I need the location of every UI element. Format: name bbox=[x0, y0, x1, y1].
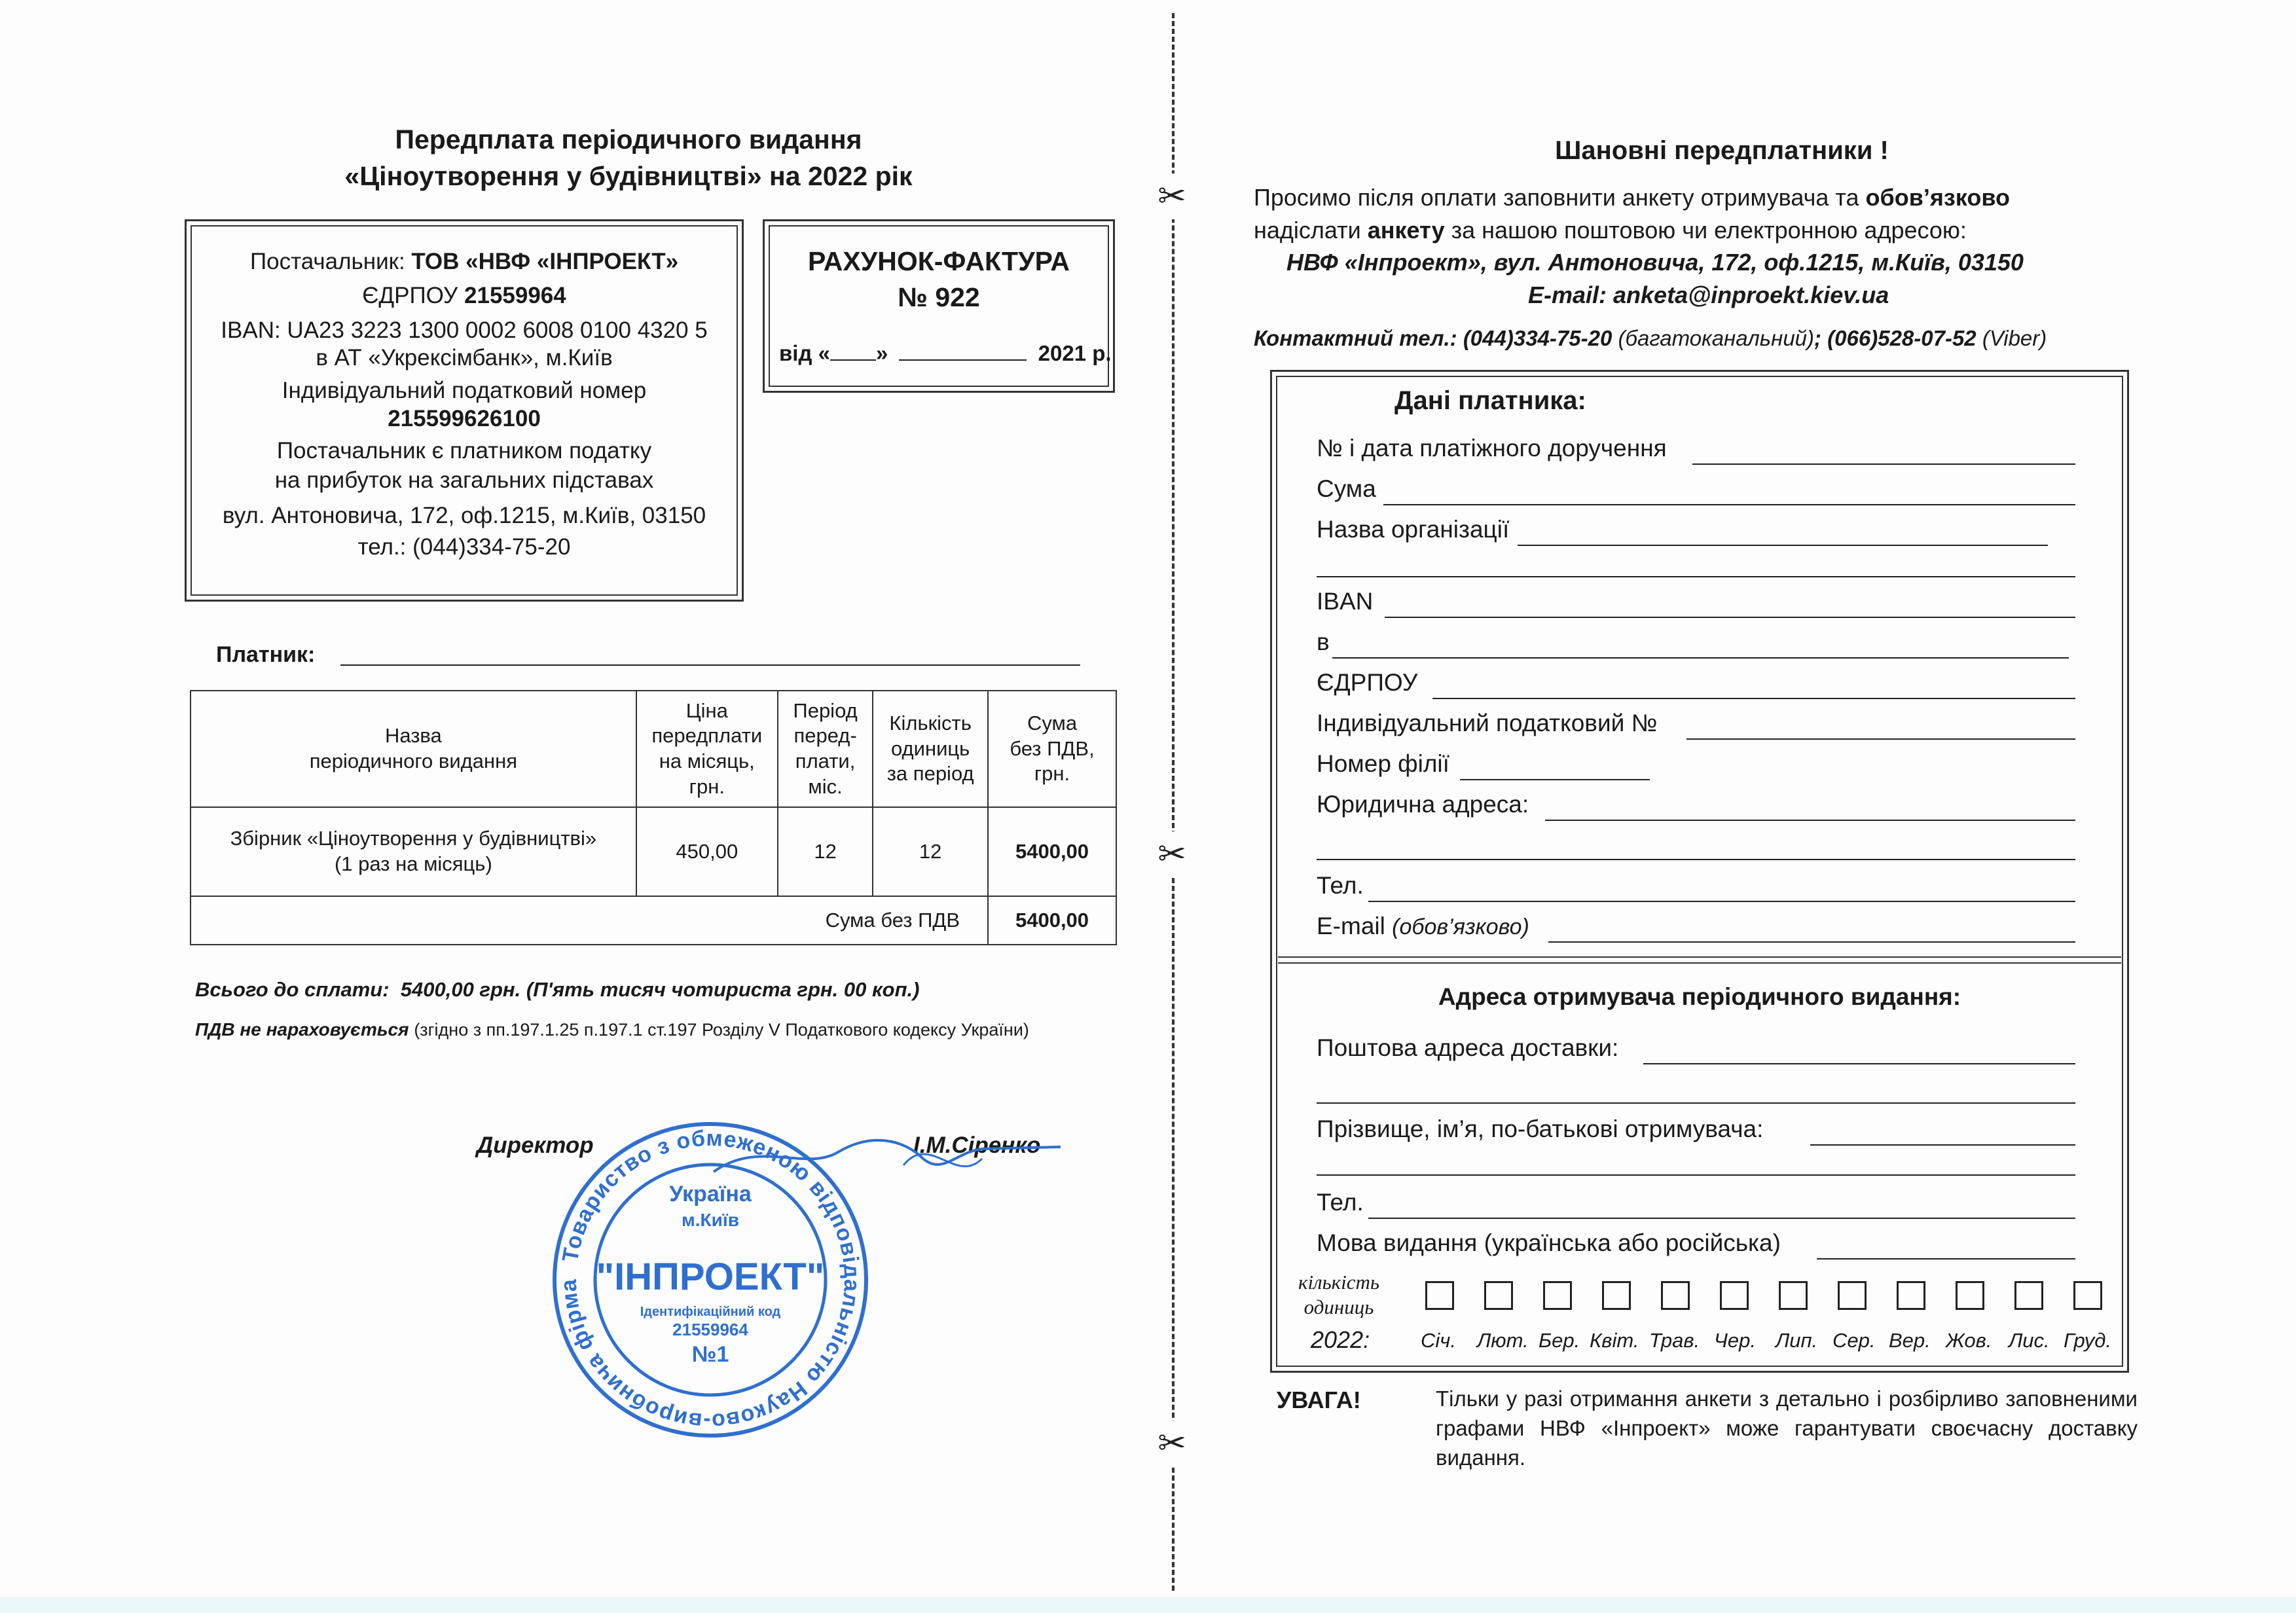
director-label: Директор bbox=[477, 1133, 594, 1158]
iban-field[interactable] bbox=[1385, 617, 2075, 618]
scan-edge bbox=[0, 1597, 2296, 1613]
month-checkbox[interactable] bbox=[1956, 1281, 1984, 1310]
bank-line: в АТ «Укрексімбанк», м.Київ bbox=[316, 345, 613, 371]
greeting: Шановні передплатники ! bbox=[1555, 136, 1889, 165]
bank-label: в bbox=[1317, 628, 1330, 655]
supplier-address: вул. Антоновича, 172, оф.1215, м.Київ, 03150 bbox=[222, 503, 706, 528]
month-label: Квіт. bbox=[1590, 1329, 1639, 1352]
month-checkbox[interactable] bbox=[2014, 1281, 2043, 1310]
month-checkbox[interactable] bbox=[1543, 1281, 1572, 1310]
col-header-price: Ціна передплати на місяць, грн. bbox=[636, 691, 778, 807]
supplier-line: Постачальник: ТОВ «НВФ «ІНПРОЕКТ» bbox=[249, 249, 679, 274]
org-name-label: Назва організації bbox=[1317, 516, 1510, 543]
postal-address-field[interactable] bbox=[1643, 1063, 2075, 1064]
total-due: Всього до сплати: 5400,00 грн. (П'ять тисяч чотириста грн. 00 коп.) bbox=[195, 978, 920, 1001]
postal-address-label: Поштова адреса доставки: bbox=[1317, 1034, 1619, 1061]
tel2-field[interactable] bbox=[1368, 1218, 2075, 1219]
col-header-qty: Кількість одиниць за період bbox=[873, 691, 988, 807]
payment-order-field[interactable] bbox=[1692, 463, 2075, 465]
language-label: Мова видання (українська або російська) bbox=[1317, 1229, 1781, 1256]
stamp-city: м.Київ bbox=[682, 1210, 739, 1230]
iban-line: IBAN: UA23 3223 1300 0002 6008 0100 4320 5 bbox=[221, 317, 708, 343]
recipient-name-field-2[interactable] bbox=[1317, 1174, 2075, 1176]
branch-no-field[interactable] bbox=[1460, 779, 1650, 780]
cell-qty: 12 bbox=[873, 807, 988, 896]
payer-data-title: Дані платника: bbox=[1394, 386, 1586, 415]
edrpou-label: ЄДРПОУ bbox=[1317, 669, 1418, 696]
cell-name: Збірник «Ціноутворення у будівництві» (1 раз на місяць) bbox=[191, 807, 636, 896]
month-checkbox[interactable] bbox=[1484, 1281, 1513, 1310]
form-divider bbox=[1278, 956, 2121, 964]
email-field[interactable] bbox=[1548, 941, 2075, 943]
supplier-box bbox=[185, 219, 744, 602]
recipient-name-label: Прізвище, ім’я, по-батькові отримувача: bbox=[1317, 1115, 1764, 1142]
email-address: E-mail: anketa@inproekt.kiev.ua bbox=[1528, 281, 1889, 308]
qty-year: 2022: bbox=[1311, 1326, 1370, 1353]
month-checkbox[interactable] bbox=[1720, 1281, 1749, 1310]
month-label: Груд. bbox=[2064, 1329, 2111, 1352]
tax-no-field[interactable] bbox=[1686, 738, 2075, 740]
total-label: Сума без ПДВ bbox=[191, 896, 988, 945]
col-header-sum: Сума без ПДВ, грн. bbox=[988, 691, 1116, 807]
company-stamp bbox=[547, 1116, 874, 1443]
payer-label: Платник: bbox=[216, 642, 316, 667]
invoice-table bbox=[190, 690, 1117, 945]
month-label: Бер. bbox=[1539, 1329, 1580, 1352]
col-header-period: Період перед- плати, міс. bbox=[778, 691, 873, 807]
scissors-icon: ✂ bbox=[1157, 173, 1186, 219]
tel-label: Тел. bbox=[1317, 872, 1364, 899]
month-checkbox[interactable] bbox=[1897, 1281, 1925, 1310]
col-header-name: Назва періодичного видання bbox=[191, 691, 636, 807]
tel-field[interactable] bbox=[1368, 901, 2075, 902]
stamp-id-label: Ідентифікаційний код bbox=[640, 1305, 781, 1319]
payer-note: Постачальник є платником податку bbox=[276, 438, 652, 463]
org-name-field[interactable] bbox=[1518, 545, 2048, 546]
month-checkbox[interactable] bbox=[1779, 1281, 1808, 1310]
invoice-box bbox=[763, 219, 1115, 393]
stamp-number: №1 bbox=[691, 1342, 729, 1367]
table-row bbox=[191, 807, 1116, 896]
stamp-id-code: 21559964 bbox=[672, 1320, 748, 1339]
sum-label: Сума bbox=[1317, 475, 1376, 502]
recipient-name-field[interactable] bbox=[1810, 1144, 2075, 1146]
tax-no-label: Індивідуальний податковий № bbox=[1317, 710, 1658, 736]
total-value: 5400,00 bbox=[988, 896, 1116, 945]
stamp-name: "ІНПРОЕКТ" bbox=[596, 1256, 825, 1298]
invoice-date: від « » 2021 р. bbox=[779, 341, 1112, 365]
qty-label: кількість одиниць bbox=[1298, 1271, 1380, 1318]
month-label: Чер. bbox=[1714, 1329, 1756, 1352]
scissors-icon: ✂ bbox=[1157, 1421, 1186, 1466]
table-header-row bbox=[191, 691, 1116, 807]
tel2-label: Тел. bbox=[1317, 1189, 1364, 1216]
month-checkbox[interactable] bbox=[1602, 1281, 1631, 1310]
cut-line bbox=[1172, 13, 1175, 1591]
scissors-icon: ✂ bbox=[1157, 831, 1186, 877]
contact-phones: Контактний тел.: (044)334-75-20 (багатоканальний); (066)528-07-52 (Viber) bbox=[1254, 326, 2047, 350]
month-label: Трав. bbox=[1649, 1329, 1700, 1352]
sum-field[interactable] bbox=[1383, 504, 2075, 505]
branch-no-label: Номер філії bbox=[1317, 750, 1449, 777]
attention-text: Тільки у разі отримання анкети з детально і розбірливо заповненими графами НВФ «Інпроект» може гарантувати своєчасну доставку видання. bbox=[1436, 1386, 2138, 1470]
attention-label: УВАГА! bbox=[1277, 1386, 1361, 1413]
month-label: Жов. bbox=[1946, 1329, 1992, 1352]
stamp-outer-text: Товариство з обмеженою відповідальністю Науково-виробнича фірма bbox=[556, 1125, 865, 1434]
recipient-address-title: Адреса отримувача періодичного видання: bbox=[1438, 983, 1961, 1010]
month-checkbox[interactable] bbox=[1661, 1281, 1690, 1310]
vat-note: ПДВ не нараховується (згідно з пп.197.1.25 п.197.1 ст.197 Розділу V Податкового кодексу України) bbox=[195, 1019, 1029, 1040]
month-label: Лип. bbox=[1776, 1329, 1818, 1352]
payment-order-label: № і дата платіжного доручення bbox=[1317, 435, 1667, 462]
subscription-title: Передплата періодичного видання «Ціноутворення у будівництві» на 2022 рік bbox=[344, 124, 913, 191]
table-total-row bbox=[191, 896, 1116, 945]
stamp-country: Україна bbox=[669, 1182, 752, 1206]
invoice-number: № 922 bbox=[898, 282, 980, 312]
tax-number: 215599626100 bbox=[388, 406, 541, 431]
legal-address-label: Юридична адреса: bbox=[1317, 791, 1529, 818]
intro-text: Просимо після оплати заповнити анкету отримувача та обов’язково надіслати анкету за нашою поштовою чи електронною адресою: bbox=[1254, 184, 2010, 244]
legal-address-field[interactable] bbox=[1545, 820, 2075, 821]
month-label: Січ. bbox=[1421, 1329, 1456, 1352]
org-name-field-2[interactable] bbox=[1317, 576, 2075, 577]
month-label: Вер. bbox=[1889, 1329, 1931, 1352]
month-checkbox[interactable] bbox=[1838, 1281, 1867, 1310]
tax-label: Індивідуальний податковий номер bbox=[282, 378, 647, 403]
legal-address-field-2[interactable] bbox=[1317, 859, 2075, 860]
cell-price: 450,00 bbox=[636, 807, 778, 896]
supplier-phone: тел.: (044)334-75-20 bbox=[357, 534, 571, 560]
cell-sum: 5400,00 bbox=[988, 807, 1116, 896]
language-field[interactable] bbox=[1817, 1258, 2075, 1260]
email-label: E-mail (обов’язково) bbox=[1317, 913, 1529, 939]
month-label: Сер. bbox=[1832, 1329, 1876, 1352]
bank-field[interactable] bbox=[1332, 657, 2069, 659]
iban-label: IBAN bbox=[1317, 588, 1374, 615]
month-checkbox[interactable] bbox=[2073, 1281, 2102, 1310]
director-name: І.М.Сіренко bbox=[913, 1133, 1041, 1158]
postal-address-field-2[interactable] bbox=[1317, 1102, 2075, 1104]
edrpou-line: ЄДРПОУ 21559964 bbox=[362, 283, 566, 308]
month-checkbox[interactable] bbox=[1425, 1281, 1454, 1310]
payer-note: на прибуток на загальних підставах bbox=[274, 467, 654, 493]
payer-field[interactable] bbox=[340, 664, 1080, 666]
edrpou-field[interactable] bbox=[1432, 698, 2075, 699]
invoice-title: РАХУНОК-ФАКТУРА bbox=[808, 246, 1070, 276]
month-label: Лют. bbox=[1477, 1329, 1529, 1352]
month-label: Лис. bbox=[2009, 1329, 2050, 1352]
cell-period: 12 bbox=[778, 807, 873, 896]
mailing-address: НВФ «Інпроект», вул. Антоновича, 172, оф.1215, м.Київ, 03150 bbox=[1286, 249, 2024, 276]
